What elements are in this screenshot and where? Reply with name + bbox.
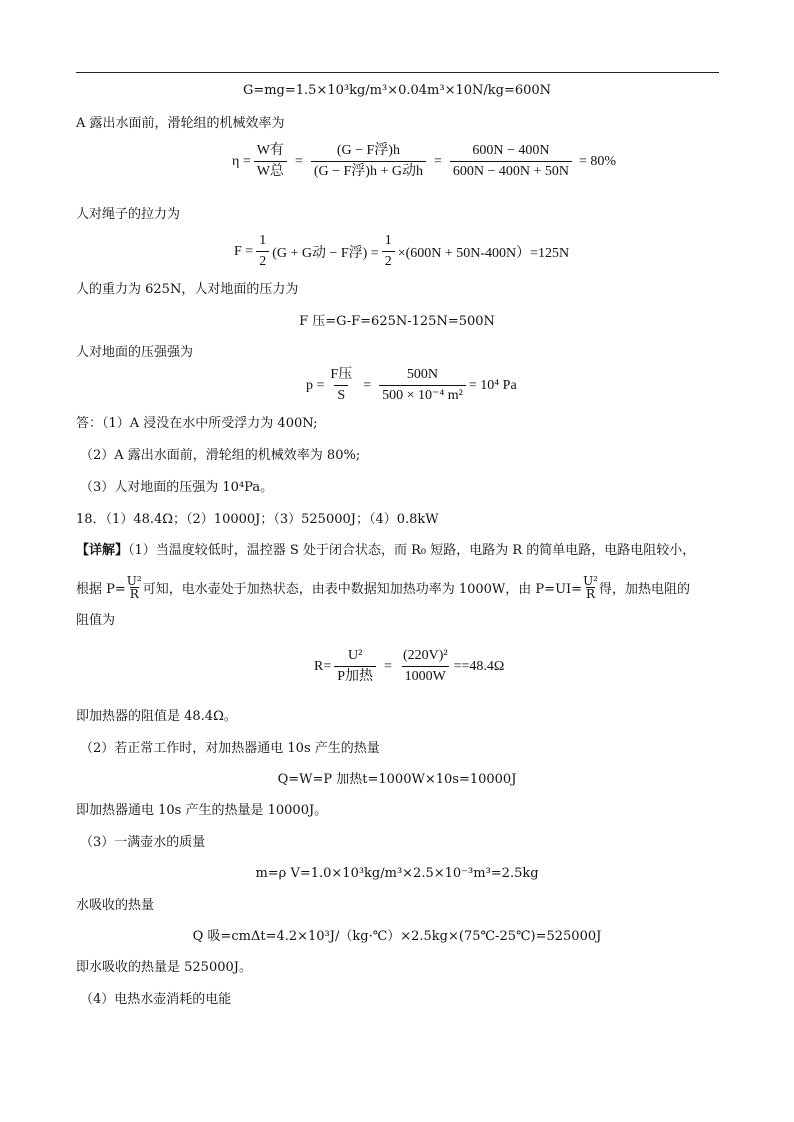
answer-1: 答：（1）A 浸没在水中所受浮力为 400N; bbox=[76, 416, 318, 431]
efficiency-intro: A 露出水面前，滑轮组的机械效率为 bbox=[76, 116, 285, 131]
eta-frac-2-den: (G − F浮)h + G动h bbox=[311, 161, 426, 180]
answer-2: （2）A 露出水面前，滑轮组的机械效率为 80%; bbox=[80, 448, 361, 463]
eta-frac-1 bbox=[254, 143, 287, 180]
r-frac-1-den: P加热 bbox=[334, 666, 376, 685]
p-frac-2-num: 500N bbox=[406, 367, 439, 382]
f-half-1-den: 2 bbox=[256, 251, 269, 270]
detail-2-part-a: 根据 P= bbox=[76, 582, 126, 597]
eta-lhs: η = bbox=[232, 153, 251, 169]
inline-frac-1 bbox=[127, 575, 142, 600]
rope-force-equation bbox=[234, 233, 569, 270]
detail-tag: 【详解】 bbox=[76, 543, 129, 558]
pressure-intro: 人对地面的压强强为 bbox=[76, 345, 194, 360]
eta-frac-3 bbox=[450, 143, 572, 180]
pressure-force-intro: 人的重力为 625N，人对地面的压力为 bbox=[76, 282, 299, 297]
r-lhs: R= bbox=[314, 658, 332, 674]
rope-force-intro: 人对绳子的拉力为 bbox=[76, 207, 181, 222]
inline-frac-2-den: R bbox=[586, 587, 596, 601]
water-mass-equation: m=ρ V=1.0×10³kg/m³×2.5×10⁻³m³=2.5kg bbox=[255, 866, 539, 881]
water-mass-intro: （3）一满壶水的质量 bbox=[80, 835, 206, 850]
eta-result: = 80% bbox=[579, 153, 617, 169]
heat-10s-conclusion: 即加热器通电 10s 产生的热量是 10000J。 bbox=[76, 803, 328, 818]
p-frac-2-den: 500 × 10⁻⁴ m² bbox=[379, 385, 466, 404]
detail-2-part-b: 可知，电水壶处于加热状态，由表中数据知加热功率为 1000W，由 P=UI= bbox=[142, 582, 583, 597]
eta-frac-3-num: 600N − 400N bbox=[472, 143, 550, 158]
p-frac-1 bbox=[327, 367, 355, 404]
answer-3: （3）人对地面的压强为 10⁴Pa。 bbox=[80, 480, 274, 495]
p-frac-2 bbox=[379, 367, 466, 404]
pressure-equation: p = $\frac{\text{F压}}{S}$ = $\frac{500N}{\text{500 × 10⁻⁴ m²}}$ = 10⁴ Pa bbox=[306, 367, 517, 403]
heat-10s-equation: Q=W=P 加热t=1000W×10s=10000J bbox=[277, 772, 517, 787]
r-frac-1 bbox=[334, 648, 376, 685]
r-frac-2 bbox=[400, 648, 451, 685]
f-half-2 bbox=[382, 233, 395, 270]
f-half-1-num: 1 bbox=[259, 233, 267, 248]
header-rule bbox=[76, 72, 719, 73]
question-18-answers: 18．（1）48.4Ω；（2）10000J；（3）525000J；（4）0.8kW bbox=[76, 512, 439, 527]
f-half-2-den: 2 bbox=[382, 251, 395, 270]
r-frac-2-den: 1000W bbox=[402, 666, 449, 685]
gravity-equation: G=mg=1.5×10³kg/m³×0.04m³×10N/kg=600N bbox=[242, 83, 552, 98]
resistance-intro: 阻值为 bbox=[76, 613, 116, 628]
f-mid: (G + G动 − F浮) = bbox=[272, 245, 379, 261]
detail-paragraph-2 bbox=[76, 574, 691, 602]
energy-intro: （4）电热水壶消耗的电能 bbox=[80, 992, 232, 1007]
detail-paragraph-1 bbox=[76, 542, 695, 560]
eta-frac-1-den: W总 bbox=[254, 161, 287, 180]
detail-2-part-c: 得，加热电阻的 bbox=[599, 582, 691, 597]
absorbed-heat-equation: Q 吸=cmΔt=4.2×10³J/（kg·℃）×2.5kg×(75℃-25℃)=525000J bbox=[192, 929, 602, 944]
f-lhs: F = bbox=[234, 243, 254, 259]
detail-text: （1）当温度较低时，温控器 S 处于闭合状态，而 R₀ 短路，电路为 R 的简单电路，电路电阻较小， bbox=[128, 543, 696, 558]
pressure-force-equation: F 压=G-F=625N-125N=500N bbox=[299, 314, 495, 329]
eta-frac-2-num: (G − F浮)h bbox=[336, 143, 400, 158]
r-result: ==48.4Ω bbox=[453, 658, 505, 674]
inline-frac-1-den: R bbox=[129, 587, 139, 601]
efficiency-equation: η = $\frac{\text{W有}}{\text{W总}}$ = $\frac{\text{(G − F浮)h}}{\text{(G − F浮)h + G动h}}$ = $\frac{600N - 400N}{600N - 400N + 50N}$ = 80% bbox=[232, 143, 617, 179]
heat-10s-intro: （2）若正常工作时，对加热器通电 10s 产生的热量 bbox=[80, 741, 380, 756]
eta-frac-3-den: 600N − 400N + 50N bbox=[450, 161, 572, 180]
f-half-1 bbox=[256, 233, 269, 270]
inline-frac-1-num: U² bbox=[126, 574, 142, 588]
p-result: = 10⁴ Pa bbox=[468, 377, 517, 393]
inline-frac-2 bbox=[583, 575, 598, 600]
f-rhs: ×(600N + 50N-400N）=125N bbox=[397, 245, 570, 261]
eta-frac-1-num: W有 bbox=[256, 143, 284, 158]
p-frac-1-den: S bbox=[334, 385, 348, 404]
resistance-conclusion: 即加热器的阻值是 48.4Ω。 bbox=[76, 709, 237, 724]
absorbed-heat-intro: 水吸收的热量 bbox=[76, 898, 155, 913]
p-frac-1-num: F压 bbox=[330, 367, 353, 382]
p-lhs: p = bbox=[306, 377, 325, 393]
f-half-2-num: 1 bbox=[384, 233, 392, 248]
resistance-equation: R= $\frac{\text{U²}}{\text{P加热}}$ = $\frac{\text{(220V)²}}{1000W}$ ==48.4Ω bbox=[314, 648, 505, 684]
absorbed-heat-conclusion: 即水吸收的热量是 525000J。 bbox=[76, 960, 252, 975]
inline-frac-2-num: U² bbox=[583, 574, 598, 588]
eta-frac-2 bbox=[311, 143, 426, 180]
r-frac-2-num: (220V)² bbox=[402, 648, 448, 663]
r-frac-1-num: U² bbox=[347, 648, 363, 663]
